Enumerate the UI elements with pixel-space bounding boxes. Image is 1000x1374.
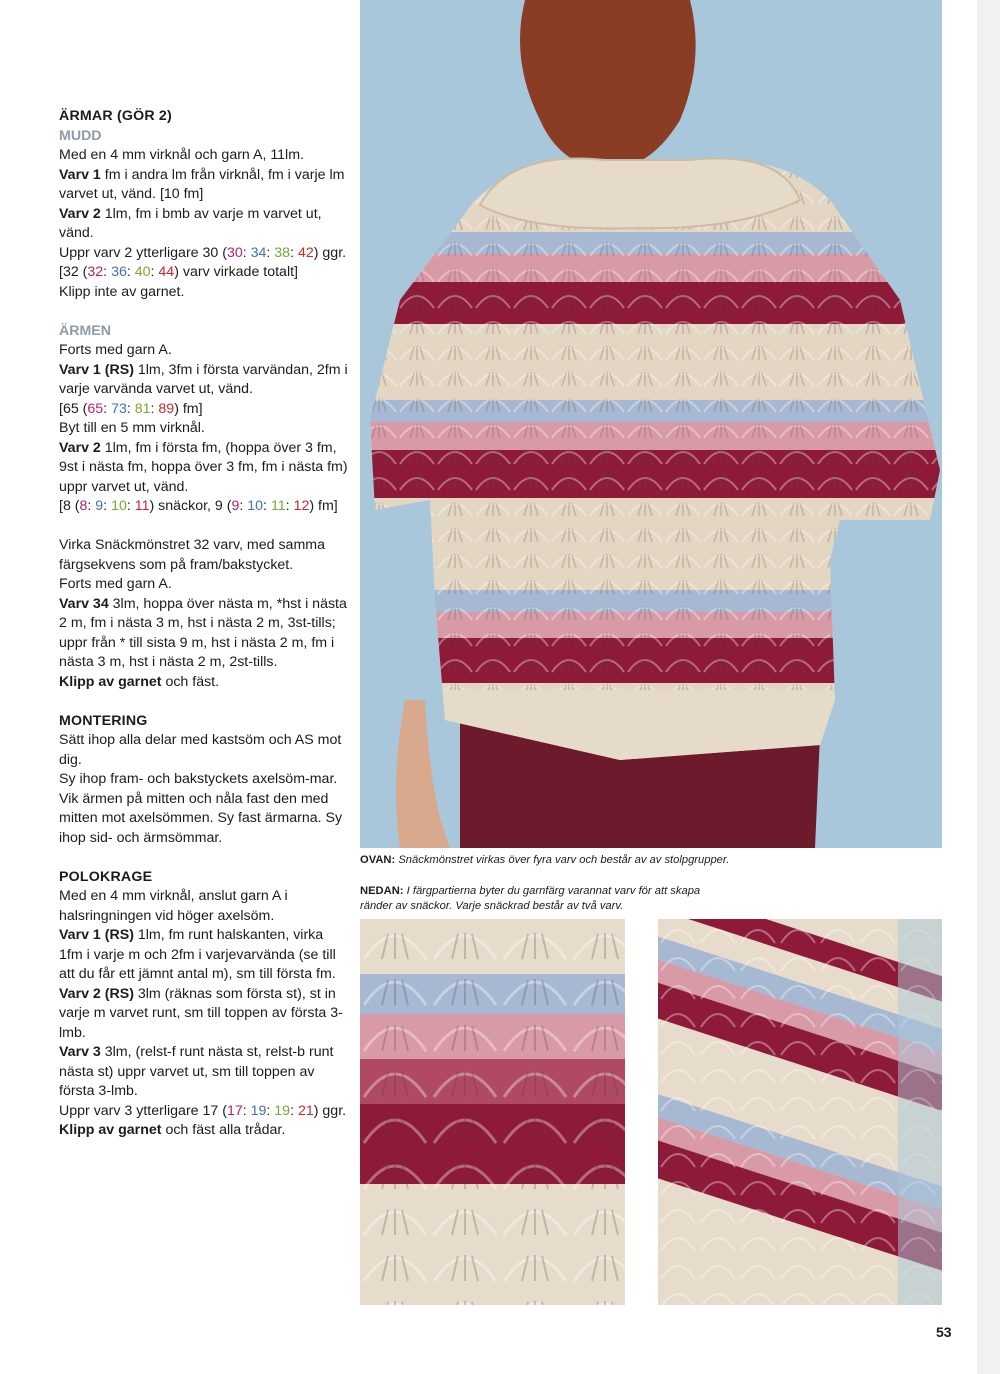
text-part: ) snäckor, 9 ( bbox=[149, 498, 232, 514]
row-label: Varv 2 bbox=[59, 205, 101, 222]
row-text: 3lm (räknas som första st), st in varje m varvet runt, sm till toppen av första 3-lmb. bbox=[59, 985, 343, 1041]
size-value: 11 bbox=[134, 498, 150, 514]
row-label: Klipp av garnet bbox=[59, 673, 162, 690]
size-value: 44 bbox=[158, 264, 175, 280]
cuff-subheading: MUDD bbox=[59, 127, 102, 144]
assembly-heading: MONTERING bbox=[59, 712, 148, 729]
sleeve-count-2: [8 (8: 9: 10: 11) snäckor, 9 (9: 10: 11: 12) fm] bbox=[59, 498, 338, 514]
row-text: fm i andra lm från virknål, fm i varje lm varvet ut, vänd. [10 fm] bbox=[59, 166, 345, 202]
cuff-end: Klipp inte av garnet. bbox=[59, 283, 185, 300]
cuff-total: [32 (32: 36: 40: 44) varv virkade totalt] bbox=[59, 264, 298, 280]
cuff-row-1 bbox=[59, 166, 349, 205]
text-part: ) ggr. bbox=[313, 1102, 347, 1119]
size-value: 42 bbox=[297, 244, 314, 261]
row-text: och fäst alla trådar. bbox=[161, 1122, 286, 1138]
size-value: 36 bbox=[111, 264, 127, 280]
size-value: 34 bbox=[250, 244, 267, 261]
collar-intro: Med en 4 mm virknål, anslut garn A i halsringningen vid höger axelsöm. bbox=[59, 888, 288, 924]
page-number: 53 bbox=[936, 1324, 952, 1340]
caption-label: NEDAN: bbox=[360, 885, 404, 897]
assembly-text-2: Sy ihop fram- och bakstyckets axelsöm-mar. Vik ärmen på mitten och nåla fast den med mitten mot axelsömmen. Sy fast ärmarna. Sy ihop sid- och ärmsömmar. bbox=[59, 771, 343, 846]
text-part: ) varv virkade totalt] bbox=[174, 264, 298, 280]
collar-repeat: Uppr varv 3 ytterligare 17 (17: 19: 19: 21) ggr. bbox=[59, 1102, 347, 1119]
sweater-back-photo bbox=[360, 0, 942, 848]
size-value: 19 bbox=[274, 1102, 291, 1119]
size-value: 12 bbox=[293, 498, 310, 514]
sleeve-row-2 bbox=[59, 439, 349, 498]
collar-row-1 bbox=[59, 926, 349, 985]
text-part: Uppr varv 2 ytterligare 30 ( bbox=[59, 244, 227, 261]
row-label: Varv 1 (RS) bbox=[59, 361, 134, 378]
row-label: Varv 3 bbox=[59, 1044, 101, 1060]
row-label: Varv 34 bbox=[59, 595, 109, 612]
caption-text: Snäckmönstret virkas över fyra varv och består av av stolpgrupper. bbox=[395, 854, 730, 866]
sleeve-row-34 bbox=[59, 595, 349, 673]
caption-label: OVAN: bbox=[360, 854, 396, 866]
row-text: 1lm, fm i bmb av varje m varvet ut, vänd. bbox=[59, 205, 322, 241]
text-part: ) fm] bbox=[309, 498, 338, 514]
collar-row-3 bbox=[59, 1043, 349, 1102]
row-text: 3lm, (relst-f runt nästa st, relst-b runt nästa st) uppr varvet ut, sm till toppen av första 3-lmb. bbox=[59, 1044, 334, 1099]
row-label: Varv 2 bbox=[59, 439, 101, 456]
size-value: 81 bbox=[134, 400, 151, 417]
text-part: [8 ( bbox=[59, 498, 80, 514]
size-value: 38 bbox=[274, 244, 291, 261]
row-label: Varv 1 bbox=[59, 166, 101, 183]
sleeve-hook-change: Byt till en 5 mm virknål. bbox=[59, 420, 205, 436]
sleeve-intro: Forts med garn A. bbox=[59, 342, 172, 358]
row-label: Klipp av garnet bbox=[59, 1122, 162, 1138]
size-value: 65 bbox=[87, 400, 104, 417]
sleeve-finish bbox=[59, 673, 349, 693]
text-part: Uppr varv 3 ytterligare 17 ( bbox=[59, 1102, 227, 1119]
sleeve-row-1 bbox=[59, 361, 349, 400]
row-text: 1lm, 3fm i första varvändan, 2fm i varje varvända varvet ut, vänd. bbox=[59, 361, 348, 397]
size-value: 17 bbox=[226, 1102, 243, 1119]
row-text: och fäst. bbox=[161, 673, 220, 690]
cuff-row-2 bbox=[59, 205, 349, 244]
size-value: 11 bbox=[270, 498, 286, 514]
row-text: 1lm, fm i första fm, (hoppa över 3 fm, 9st i nästa fm, hoppa över 3 fm, fm i nästa fm) uppr varvet ut, vänd. bbox=[59, 439, 348, 495]
sleeve-subheading: ÄRMEN bbox=[59, 322, 112, 339]
size-value: 19 bbox=[250, 1102, 267, 1119]
assembly-text-1: Sätt ihop alla delar med kastsöm och AS mot dig. bbox=[59, 732, 342, 768]
collar-row-2 bbox=[59, 985, 349, 1044]
decorative-side-strip bbox=[977, 0, 1000, 1374]
size-value: 73 bbox=[111, 400, 127, 417]
text-part: [65 ( bbox=[59, 400, 88, 417]
size-value: 8 bbox=[79, 498, 88, 514]
text-part: ) ggr. bbox=[313, 244, 347, 261]
shell-pattern-instruction: Virka Snäckmönstret 32 varv, med samma färgsekvens som på fram/bakstycket. bbox=[59, 537, 325, 573]
row-label: Varv 2 (RS) bbox=[59, 985, 134, 1002]
size-value: 40 bbox=[134, 264, 151, 280]
size-value: 32 bbox=[87, 264, 104, 280]
cuff-intro: Med en 4 mm virknål och garn A, 11lm. bbox=[59, 147, 304, 163]
sleeve-continue: Forts med garn A. bbox=[59, 576, 172, 592]
stitch-closeup-photo bbox=[360, 919, 625, 1305]
caption-above bbox=[360, 853, 760, 868]
sleeves-heading: ÄRMAR (GÖR 2) bbox=[59, 108, 172, 124]
text-part: ) fm] bbox=[174, 400, 203, 417]
row-label: Varv 1 (RS) bbox=[59, 927, 134, 943]
row-text: 1lm, fm runt halskanten, virka 1fm i varje m och 2fm i varjevarvända (se till att du får ett jämnt antal m), sm till första fm. bbox=[59, 927, 336, 982]
text-part: [32 ( bbox=[59, 264, 88, 280]
sleeve-closeup-photo bbox=[658, 919, 942, 1305]
size-value: 9 bbox=[95, 498, 104, 514]
size-value: 21 bbox=[297, 1102, 314, 1119]
size-value: 9 bbox=[231, 498, 240, 514]
row-text: 3lm, hoppa över nästa m, *hst i nästa 2 m, fm i nästa 3 m, hst i nästa 2 m, 3st-tills; uppr från * till sista 9 m, hst i nästa 2 m, fm i nästa 3 m, hst i nästa 2 m, 2st-tills. bbox=[59, 595, 347, 670]
collar-heading: POLOKRAGE bbox=[59, 868, 153, 885]
size-value: 10 bbox=[247, 498, 264, 514]
sleeve-count-1: [65 (65: 73: 81: 89) fm] bbox=[59, 400, 203, 417]
pattern-text-column bbox=[59, 107, 349, 1141]
cuff-repeat: Uppr varv 2 ytterligare 30 (30: 34: 38: 42) ggr. bbox=[59, 244, 347, 261]
collar-finish bbox=[59, 1121, 349, 1141]
size-value: 30 bbox=[226, 244, 243, 261]
size-value: 89 bbox=[158, 400, 175, 417]
size-value: 10 bbox=[111, 498, 127, 514]
caption-below bbox=[360, 884, 710, 914]
caption-text: I färgpartierna byter du garnfärg varannat varv för att skapa ränder av snäckor. Varje snäckrad består av två varv. bbox=[360, 885, 701, 912]
